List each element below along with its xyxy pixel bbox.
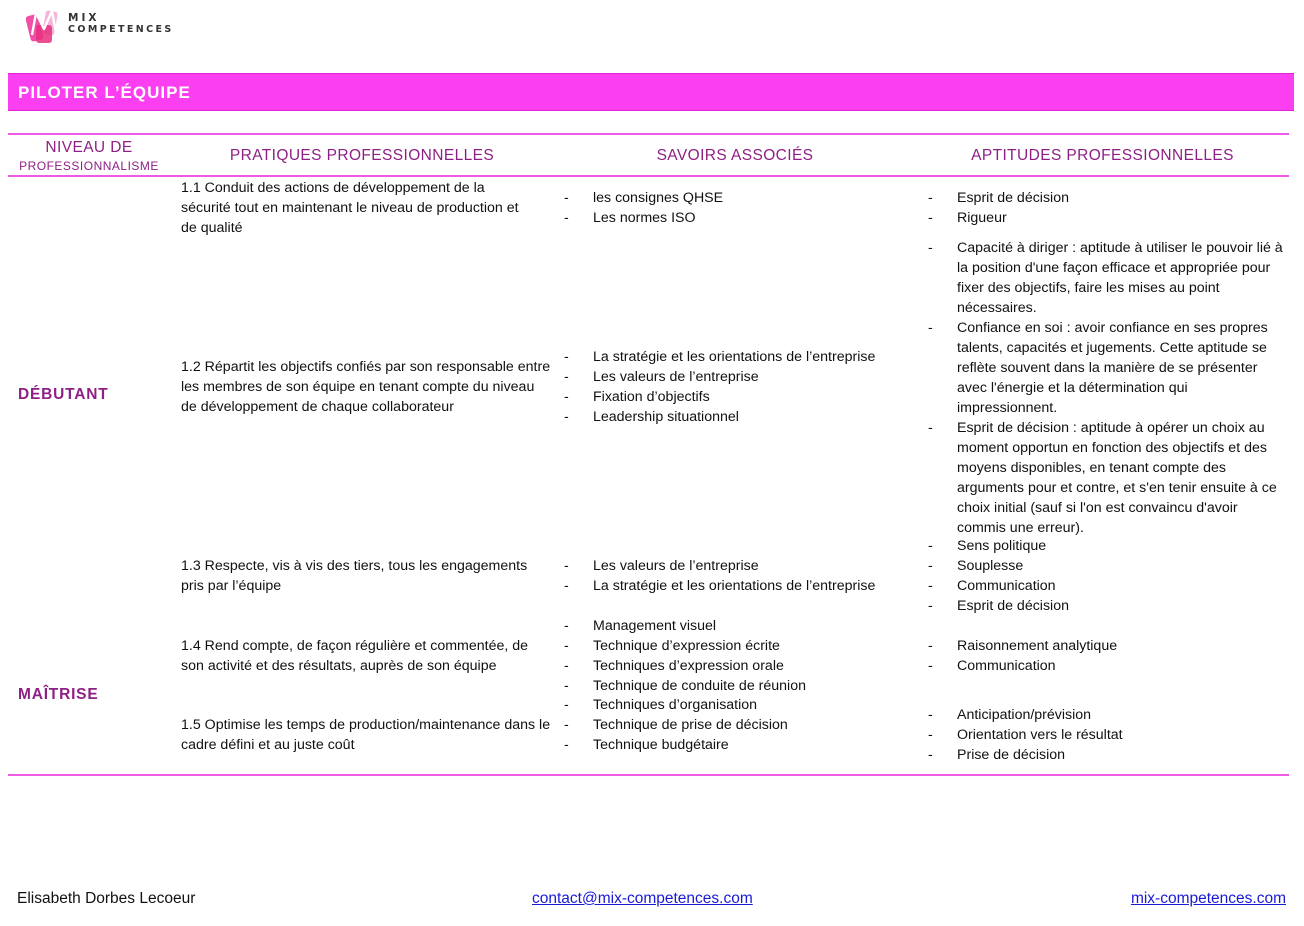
savoirs-list-1 bbox=[564, 188, 904, 228]
pratique-1-4: 1.4 Rend compte, de façon régulière et commentée, de son activité et des résultats, auprès de son équipe bbox=[181, 638, 529, 674]
footer-author: Elisabeth Dorbes Lecoeur bbox=[17, 890, 196, 907]
section-banner bbox=[8, 73, 1294, 111]
list-item: - Prise de décision bbox=[928, 745, 1284, 765]
list-item: - Communication bbox=[928, 576, 1284, 596]
savoirs-list-5 bbox=[564, 695, 909, 755]
list-item: - Capacité à diriger : aptitude à utiliser le pouvoir lié à la position d'une façon efficace et appropriée pour fixer des objectifs, faire les mises au point nécessaires. bbox=[928, 238, 1284, 318]
list-item: - Rigueur bbox=[928, 208, 1284, 228]
savoirs-list-4 bbox=[564, 616, 909, 696]
list-item: - Leadership situationnel bbox=[564, 407, 909, 427]
list-item: - les consignes QHSE bbox=[564, 188, 904, 208]
aptitudes-list-1 bbox=[928, 188, 1284, 228]
footer-email-link[interactable]: contact@mix-competences.com bbox=[532, 890, 753, 907]
header-bottom-rule bbox=[8, 175, 1289, 177]
list-item: - Techniques d’organisation bbox=[564, 695, 909, 715]
list-item: - Technique budgétaire bbox=[564, 735, 909, 755]
list-item: - Technique d’expression écrite bbox=[564, 636, 909, 656]
list-item: - Anticipation/prévision bbox=[928, 705, 1284, 725]
header-savoirs: SAVOIRS ASSOCIÉS bbox=[656, 147, 814, 164]
list-item: - Orientation vers le résultat bbox=[928, 725, 1284, 745]
list-item: - Sens politique bbox=[928, 536, 1284, 556]
header-niveau bbox=[18, 139, 160, 175]
brand-logo bbox=[26, 5, 186, 49]
logo-mark-icon bbox=[26, 5, 66, 47]
savoirs-list-3 bbox=[564, 556, 909, 596]
pratique-1-1: 1.1 Conduit des actions de développement de la sécurité tout en maintenant le niveau de production et de qualité bbox=[181, 180, 519, 236]
list-item: - Esprit de décision : aptitude à opérer un choix au moment opportun en fonction des objectifs et des moyens disponibles, en tenant compte des arguments pour et contre, et s'en tenir ensuite à ce choix initial (sauf si l'on est convaincu d'avoir commis une erreur). bbox=[928, 418, 1284, 538]
list-item: - Management visuel bbox=[564, 616, 909, 636]
list-item: - Les valeurs de l’entreprise bbox=[564, 367, 909, 387]
aptitudes-list-5 bbox=[928, 705, 1284, 765]
list-item: - Raisonnement analytique bbox=[928, 636, 1284, 656]
list-item: - Technique de prise de décision bbox=[564, 715, 909, 735]
list-item: - Fixation d’objectifs bbox=[564, 387, 909, 407]
level-debutant: DÉBUTANT bbox=[18, 386, 109, 403]
header-aptitudes: APTITUDES PROFESSIONNELLES bbox=[971, 147, 1234, 164]
table-top-rule bbox=[8, 133, 1289, 135]
list-item: - La stratégie et les orientations de l’entreprise bbox=[564, 347, 909, 367]
list-item: - Les normes ISO bbox=[564, 208, 904, 228]
list-item: - Technique de conduite de réunion bbox=[564, 676, 909, 696]
pratique-1-2: 1.2 Répartit les objectifs confiés par son responsable entre les membres de son équipe en tenant compte du niveau de développement de chaque collaborateur bbox=[181, 359, 551, 415]
table-bottom-rule bbox=[8, 774, 1289, 776]
list-item: - Souplesse bbox=[928, 556, 1284, 576]
savoirs-list-2 bbox=[564, 347, 909, 427]
footer-website-link[interactable]: mix-competences.com bbox=[1130, 890, 1286, 907]
logo-line1: MIX bbox=[68, 12, 100, 24]
list-item: - Confiance en soi : avoir confiance en ses propres talents, capacités et jugements. Cette aptitude se reflète souvent dans la manière de se présenter avec l'énergie et la détermination qui impressionnent. bbox=[928, 318, 1284, 418]
section-title: PILOTER L’ÉQUIPE bbox=[18, 83, 191, 102]
list-item: - Esprit de décision bbox=[928, 188, 1284, 208]
header-niveau-line1: NIVEAU DE bbox=[45, 139, 133, 156]
aptitudes-list-2 bbox=[928, 238, 1284, 538]
list-item: - La stratégie et les orientations de l’entreprise bbox=[564, 576, 909, 596]
list-item: - Techniques d’expression orale bbox=[564, 656, 909, 676]
logo-line2: COMPETENCES bbox=[68, 24, 174, 35]
list-item: - Les valeurs de l’entreprise bbox=[564, 556, 909, 576]
header-pratiques: PRATIQUES PROFESSIONNELLES bbox=[229, 147, 495, 164]
header-niveau-line2: PROFESSIONNALISME bbox=[19, 159, 159, 173]
level-maitrise: MAÎTRISE bbox=[18, 686, 99, 703]
pratique-1-3: 1.3 Respecte, vis à vis des tiers, tous les engagements pris par l’équipe bbox=[181, 558, 528, 594]
aptitudes-list-3 bbox=[928, 536, 1284, 616]
logo-text bbox=[68, 13, 174, 35]
list-item: - Esprit de décision bbox=[928, 596, 1284, 616]
aptitudes-list-4 bbox=[928, 636, 1284, 676]
list-item: - Communication bbox=[928, 656, 1284, 676]
pratique-1-5: 1.5 Optimise les temps de production/maintenance dans le cadre défini et au juste coût bbox=[181, 717, 551, 753]
